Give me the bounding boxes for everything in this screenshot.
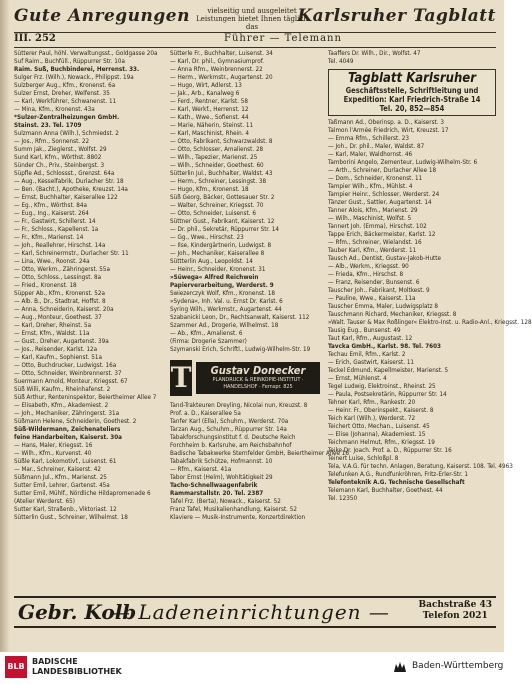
directory-entry: Sulger Frz. (Wilh.), Nowack., Philippst. 19a — [14, 74, 134, 81]
directory-entry: — Ernst, Buchhalter, Kaiserallee 122 — [14, 194, 118, 201]
directory-entry: Tacho-Schnellwaagenfabrik — [170, 482, 258, 489]
directory-entry: Süttterlin Aug., Leopoldst. 14 — [170, 258, 253, 265]
directory-entry: Sutter Emil, Mühlf., Nördliche Hildapromenade 6 — [14, 490, 151, 497]
directory-entry: — Fried., Kronenst. 18 — [14, 282, 77, 289]
directory-entry: — Wilh., Maschinist, Wolfst. 5 — [328, 215, 412, 222]
directory-entry: Sutter Emil, Lehrer, Gartenst. 45a — [14, 482, 110, 489]
kolb-footer-ad — [14, 596, 496, 628]
page-spine — [0, 0, 10, 652]
directory-entry: Süß Georg, Bäcker, Gottesauer Str. 2 — [170, 194, 275, 201]
directory-entry: — Walter, Schreiner, Kriegsst. 70 — [170, 202, 264, 209]
directory-entry: (Atelier Werderst. 65) — [14, 498, 75, 505]
directory-entry: Sund Karl, Kfm., Wörthst. 8802 — [14, 154, 102, 161]
directory-entry: Süßle Karl, Lokomotivf., Luisenst. 61 — [14, 458, 117, 465]
directory-entry: — Fr., Schloss., Kapellenst. 1a — [14, 226, 99, 233]
directory-entry: — Franz, Reisender, Bunsenst. 6 — [328, 279, 420, 286]
directory-entry: Tausch Ad., Dentist, Gustav-Jakob-Hutte — [328, 255, 441, 262]
directory-entry: Tabakfabrik Schütze, Hofmannst. 10 — [170, 458, 273, 465]
directory-entry: — Marie, Näherin, Steinst. 11 — [170, 122, 254, 129]
page-number: III. 252 — [14, 33, 56, 44]
directory-entry: Prof. a. D., Kaiserallee 5a — [170, 410, 241, 417]
directory-entry: — Hans, Maler, Kriegsst. 16 — [14, 442, 93, 449]
directory-entry: Teckel Edmund, Kapellmeister, Marienst. 5 — [328, 367, 449, 374]
directory-entry: — Gust., Dreher, Augartenst. 39a — [14, 338, 109, 345]
directory-entry: Tauscher Emma, Maler, Ludwigsplatz 8 — [328, 303, 439, 310]
directory-entry: — Fr., Kfm., Marienst. 14 — [14, 234, 84, 241]
directory-entry: Sulzmann Anna (Wilh.), Schmiedst. 2 — [14, 130, 119, 137]
header-right: Karlsruher Tagblatt — [297, 6, 496, 26]
directory-entry: Tamborini Angelo, Zementeur, Ludwig-Wilhelm-Str. 6 — [328, 159, 478, 166]
directory-entry: »Süwega« Alfred Reichwein — [170, 274, 259, 281]
directory-entry: Tegel Ludwig, Elektroinst., Rheinst. 25 — [328, 383, 436, 390]
footer-ad-street: Bachstraße 43 — [418, 600, 492, 610]
directory-entry: Tausig Eug., Bunsenst. 49 — [328, 327, 401, 334]
directory-entry: — Ab., Kfm., Amalienst. 6 — [170, 330, 243, 337]
tagblatt-ad-line: Geschäftsstelle, Schriftleitung und — [345, 86, 479, 95]
directory-entry: — Hugo, Wirt, Adlerst. 13 — [170, 82, 242, 89]
directory-entry: — Herm., Werkmstr., Augartenst. 20 — [170, 74, 273, 81]
directory-entry: — Otto, Schloss., Lessingst. 8a — [14, 274, 102, 281]
directory-entry: — Joh., Reallehrer, Hirschst. 14a — [14, 242, 106, 249]
directory-entry: Telefonteknik A.G. Technische Gesellschaft — [328, 479, 465, 486]
footer-ad-company: Gebr. Kolb — [18, 600, 137, 624]
header-middle: vielseitig und ausgeleitet Leistungen bietet Ihnen täglich das — [196, 7, 308, 31]
directory-entry: — Ferd., Rentner, Karlst. 58 — [170, 98, 248, 105]
directory-entry: Tel. 4049 — [328, 58, 354, 65]
directory-entry: — Otto, Buchdrucker, Ludwigst. 16a — [14, 362, 117, 369]
directory-entry: — Otto, Werkm., Zähringerst. 55a — [14, 266, 110, 273]
library-name-line2: LANDESBIBLIOTHEK — [32, 667, 122, 676]
directory-entry: Swiezerczyk Wolf, Kfm., Kronenst. 18 — [170, 290, 275, 297]
directory-entry: Tanfer Karl (Ella), Schuhm., Werderst. 70a — [170, 418, 289, 425]
directory-entry: Papierverarbeitung, Werderst. 9 — [170, 282, 274, 289]
directory-entry: Szabanicki Leon, Dr., Rechtsanwalt, Kaiserst. 112 — [170, 314, 310, 321]
directory-entry: — Karl, Dr. phil., Gymnasiumprof. — [170, 58, 265, 65]
directory-entry: Talmon l'Armée Friedrich, Wirt, Kreuzst. 17 — [328, 127, 449, 134]
directory-entry: Szammer Ad., Drogerie, Wilhelmst. 18 — [170, 322, 279, 329]
directory-entry: — Elise (Johanna), Akademiest. 15 — [328, 431, 426, 438]
directory-entry: — Aug., Kesselfabrik, Durlacher Str. 18 — [14, 178, 124, 185]
directory-entry: — Heinr. Fr., Oberinspekt., Kaiserst. 8 — [328, 407, 434, 414]
directory-entry: Badische Tabakwerke Sternfelder GmbH, Beiertheimer Allee 16 — [170, 450, 350, 457]
directory-entry: — Ernst, Mühlenst. 4 — [328, 375, 387, 382]
directory-entry: Süpper Ab., Kfm., Kronenst. 52a — [14, 290, 105, 297]
directory-entry: Tappe Erich, Bäckermeister, Karlst. 12 — [328, 231, 436, 238]
directory-entry: — Jos., Reisender, Karlst. 12a — [14, 346, 98, 353]
directory-entry: Süttner Gust., Fabrikant, Kaiserst. 12 — [170, 218, 275, 225]
directory-entry: Sütterlin Jul., Buchhalter, Waldst. 43 — [170, 170, 273, 177]
library-name-line1: BADISCHE — [32, 657, 78, 666]
directory-entry: Stainst. 23. Tel. 1709 — [14, 122, 82, 129]
directory-entry: — Heinr., Schneider, Kronenst. 31 — [170, 266, 266, 273]
directory-entry: — Wilh., Schneider, Goethest. 60 — [170, 162, 264, 169]
directory-entry: Sütterlin Gust., Schreiner, Wilhelmst. 18 — [14, 514, 128, 521]
state-name[interactable]: Baden-Württemberg — [412, 661, 504, 671]
directory-entry: Teichmann Helmut, Rfm., Kriegsst. 19 — [328, 439, 435, 446]
directory-entry: — Lina, Wwe., Roonst. 24a — [14, 258, 90, 265]
directory-entry: Syring Wilh., Werkmstr., Augartenst. 44 — [170, 306, 282, 313]
directory-entry: — Otto, Schlosser, Amalienst. 28 — [170, 146, 264, 153]
directory-entry: — Karl, Werkf., Herrenst. 12 — [170, 106, 249, 113]
directory-entry: Telemann Karl, Buchhalter, Goethest. 44 — [328, 487, 443, 494]
footer-ad-phone: Telefon 2021 — [422, 611, 488, 621]
directory-entry: Süß-Wildermann, Zeichenateliers — [14, 426, 121, 433]
directory-entry: Tela, V.A.G. für techn. Anlagen, Beratung, Kaiserst. 108. Tel. 4963 — [328, 463, 513, 470]
directory-entry: — Fr., Gastwirt, Schillerst. 14 — [14, 218, 96, 225]
directory-entry: — Joh., Mechaniker, Zähringerst. 31a — [14, 410, 120, 417]
directory-entry: — Ilse, Kindergärtnerin, Ludwigst. 8 — [170, 242, 272, 249]
directory-entry: — Emma Rfm., Schillerst. 23 — [328, 135, 410, 142]
directory-entry: — Dom., Schneider, Kronenst. 11 — [328, 175, 423, 182]
ad-initial: T — [170, 361, 192, 394]
directory-entry: — Karl, Maler, Waldhornst. 46 — [328, 151, 413, 158]
tagblatt-ad — [328, 69, 496, 116]
directory-entry: — Hugo, Kfm., Kronenst. 18 — [170, 186, 249, 193]
directory-entry: Teichert Otto, Mechan., Luisenst. 45 — [328, 423, 430, 430]
directory-entry: Tampier Heinr., Schlosser, Werderst. 24 — [328, 191, 440, 198]
directory-entry: Szymanski Erich, Schriftl., Ludwig-Wilhelm-Str. 19 — [170, 346, 311, 353]
directory-column-1 — [14, 50, 162, 590]
directory-entry: Teich Karl (Wilh.), Werderst. 72 — [328, 415, 416, 422]
ad-box — [196, 362, 320, 394]
directory-entry: Suermann Arnold, Monteur, Kriegsst. 67 — [14, 378, 128, 385]
directory-entry: Tanner Alois, Kfm., Marienst. 29 — [328, 207, 418, 214]
directory-entry: — Jak., Arb., Kanalweg 6 — [170, 90, 240, 97]
directory-entry: Süßmann Helene, Schneiderin, Goethest. 2 — [14, 418, 137, 425]
directory-entry: Tafel Frz. (Berta), Nowack., Kaiserst. 52 — [170, 498, 281, 505]
gustav-donecker-ad — [170, 358, 320, 398]
directory-entry: — Rfm., Schreiner, Wielandst. 16 — [328, 239, 422, 246]
directory-entry: Tänzer Gust., Sattler, Augartenst. 14 — [328, 199, 432, 206]
directory-entry: Taaffers Dr. Wilh., Dir., Wolfst. 47 — [328, 50, 421, 57]
directory-entry: — Joh., Dr. phil., Maler, Waldst. 87 — [328, 143, 425, 150]
page-bar — [14, 32, 496, 48]
directory-entry: — Gg., Wwe., Hirschst. 23 — [170, 234, 244, 241]
directory-entry: Taßmann Ad., Oberinsp. a. D., Kaiserst. 3 — [328, 119, 444, 126]
directory-entry: — Ben. (Bacht.), Apotheke, Kreuzst. 14a — [14, 186, 128, 193]
directory-entry: — Alb., Werkm., Kriegsst. 90 — [328, 263, 409, 270]
directory-entry: Techau Emil, Rfm., Karlst. 2 — [328, 351, 406, 358]
directory-entry: — Mina, Kfm., Kronenst. 43a — [14, 106, 95, 113]
directory-entry: Sütterer Paul, höhl. Verwaltungsst., Goldgasse 20a — [14, 50, 158, 57]
directory-entry: Süpfle Ad., Schlossst., Grenzst. 64a — [14, 170, 115, 177]
ad-name: Gustav Donecker — [210, 364, 306, 377]
directory-entry: Tavcka GmbH., Karlst. 98. Tel. 7603 — [328, 343, 441, 350]
page-header — [14, 4, 496, 30]
directory-entry: Raim. Suß, Buchbinderei, Herrenst. 33. — [14, 66, 140, 73]
directory-entry: Tauscher Joh., Fabrikant, Moltkest. 9 — [328, 287, 430, 294]
directory-entry: — Paula, Postsekretärin, Rüppurrer Str. 14 — [328, 391, 447, 398]
directory-entry: Taut Karl, Rfm., Augustast. 12 — [328, 335, 413, 342]
directory-entry: — Frieda, Kfm., Hirschst. 8 — [328, 271, 404, 278]
directory-entry: *Sulzer-Zentralheizungen GmbH. — [14, 114, 120, 121]
directory-entry: Tauschmann Richard, Mechaniker, Kriegsst. 8 — [328, 311, 457, 318]
footer-ad-slogan: — Ladeneinrichtungen — — [110, 600, 390, 624]
directory-entry: Tabakforschungsinstitut f. d. Deutsche Reich — [170, 434, 296, 441]
directory-entry: Sutter Karl, Straßenb., Viktoriast. 12 — [14, 506, 117, 513]
directory-column-3 — [328, 50, 532, 590]
footer-ad-address — [419, 600, 492, 622]
directory-entry: — Herm., Schreiner, Lessingst. 38 — [170, 178, 267, 185]
directory-entry: Sünder Ch., Priv., Steinbergst. 3 — [14, 162, 105, 169]
directory-entry: — Joh., Mechaniker, Kaiserallee 8 — [170, 250, 265, 257]
directory-entry: Telefunken A.G., Rundfunkröhren, Fritz-Erler-Str. 1 — [328, 471, 469, 478]
directory-entry: Süß Arthur, Renteninspektor, Beiertheimer Allee 7 — [14, 394, 157, 401]
directory-entry: Teinert Luise, Schloßpl. 8 — [328, 455, 399, 462]
directory-entry: Tampier Wilh., Kfm., Mühlst. 4 — [328, 183, 413, 190]
directory-entry: Tauber Karl, Kfm., Werderst. 11 — [328, 247, 417, 254]
directory-entry: Teike Dr. Joach. Prof. a. D., Rüppurrer Str. 16 — [328, 447, 452, 454]
library-name[interactable] — [32, 657, 122, 677]
tagblatt-ad-title: Tagblatt Karlsruher — [347, 71, 477, 86]
directory-entry: Tannert Joh. (Emma), Hirschst. 102 — [328, 223, 427, 230]
directory-entry: — Otto, Schneider, Luisenst. 6 — [170, 210, 257, 217]
directory-entry: Tel. 12350 — [328, 495, 358, 502]
directory-entry: Tand-Trakteuren Dreyling, Nicolai nun, Kreuzst. 8 — [170, 402, 308, 409]
directory-entry: — Otto, Schneider, Weinbrennerst. 37 — [14, 370, 122, 377]
directory-entry: Sütterle Fr., Buchhalter, Luisenst. 34 — [170, 50, 273, 57]
directory-entry: Tabor Ernst (Helm), Wohltätigkeit 29 — [170, 474, 273, 481]
tagblatt-ad-line: Expedition: Karl Friedrich-Straße 14 — [343, 95, 481, 104]
directory-entry: feine Handarbeiten, Kaiserst. 30a — [14, 434, 122, 441]
ad-subtitle: PLANDRUCK & REINKOPIE-INSTITUT · HANDELSHOF · Fernspr. 825 — [212, 377, 304, 390]
directory-entry: — Erich, Gastwirt, Kaiserst. 11 — [328, 359, 415, 366]
directory-entry: — Rfm., Kaiserst. 41a — [170, 466, 232, 473]
directory-entry: — Jos., Rfm., Sonnenst. 22 — [14, 138, 90, 145]
tagblatt-ad-line: Tel. 20, 852—854 — [379, 104, 445, 113]
directory-entry: — Eg., Kfm., Wörthst. 84a — [14, 202, 87, 209]
directory-entry: — Otto, Fabrikant, Schwarzwaldst. 8 — [170, 138, 273, 145]
bw-lions-icon — [392, 660, 408, 674]
directory-entry: — Karl, Werkführer, Schwanenst. 11 — [14, 98, 117, 105]
directory-entry: — Karl, Maschinist, Rhein. 4 — [170, 130, 249, 137]
blb-logo-icon[interactable]: BLB — [5, 656, 27, 678]
directory-entry: — Aug., Monteur, Goethest. 37 — [14, 314, 102, 321]
directory-entry: (Firma: Drogerie Szammer) — [170, 338, 247, 345]
directory-entry: Franz Tafel, Musikalienhandlung, Kaiserst. 52 — [170, 506, 297, 513]
directory-entry: Tehner Karl, Rfm., Rankestr. 20 — [328, 399, 416, 406]
directory-entry: — Arth., Schreiner, Durlacher Allee 18 — [328, 167, 437, 174]
directory-entry: Sulzer Ernst, Dreher, Welfenst. 35 — [14, 90, 110, 97]
directory-entry: »Sydena«, Inh. Val. u. Ernst Dr. Karlst. 6 — [170, 298, 283, 305]
directory-entry: Summ Jak., Zieglerst., Wolfst. 29 — [14, 146, 107, 153]
header-left: Gute Anregungen — [14, 6, 190, 26]
directory-entry: Tarzan Aug., Schuhm., Rüppurrer Str. 14a — [170, 426, 287, 433]
directory-entry: — Karl, Dreher, Rheinst. 5a — [14, 322, 92, 329]
directory-entry: — Ernst, Kfm., Waldst. 11a — [14, 330, 90, 337]
directory-entry: — Anna Rfm., Weinbrennerst. 22 — [170, 66, 263, 73]
directory-entry: — Eug., Ing., Kaiserst. 264 — [14, 210, 89, 217]
directory-entry: Suf Raim., Buchfüll., Rüppurrer Str. 10a — [14, 58, 125, 65]
directory-entry: — Kath., Wwe., Sofienst. 44 — [170, 114, 249, 121]
directory-entry: — Mar., Schreiner, Kaiserst. 42 — [14, 466, 101, 473]
directory-entry: — Wilh., Kfm., Kurvenst. 40 — [14, 450, 92, 457]
directory-entry: Süßmann Jul., Kfm., Marienst. 25 — [14, 474, 107, 481]
directory-entry: — Karl, Schreinermstr., Durlacher Str. 11 — [14, 250, 129, 257]
directory-entry: — Wilh., Tapezier, Marienst. 25 — [170, 154, 258, 161]
directory-entry: Forchheim b. Karlsruhe, am Reichsbahnhof — [170, 442, 292, 449]
directory-entry: — Elisabeth, Kfm., Akademiest. 2 — [14, 402, 109, 409]
directory-entry: Sulzberger Aug., Kfm., Kronenst. 6a — [14, 82, 116, 89]
library-footer-bar — [0, 652, 504, 684]
directory-entry: »Walt. Tauser & Max Roßlinger« Elektro-Inst. u. Radio-Anl., Kriegsst. 128 — [328, 319, 532, 326]
directory-entry: — Alb. B., Dr., Stadtrat, Hoffst. 8 — [14, 298, 106, 305]
directory-entry: Süß Willi, Kaufm., Rheinhafenst. 2 — [14, 386, 111, 393]
running-title: Führer — Telemann — [224, 33, 342, 44]
directory-entry: Rammarstallstr. 20. Tel. 2387 — [170, 490, 264, 497]
directory-entry: — Anna, Schneiderin, Kaiserst. 20a — [14, 306, 114, 313]
directory-entry: — Karl, Kaufm., Sophienst. 51a — [14, 354, 102, 361]
directory-entry: — Dr. phil., Sekretär, Rüppurrer Str. 14 — [170, 226, 279, 233]
directory-entry: — Pauline, Wwe., Kaiserst. 11a — [328, 295, 416, 302]
directory-entry: Klaviere — Musik-Instrumente, Konzertdirektion — [170, 514, 306, 521]
